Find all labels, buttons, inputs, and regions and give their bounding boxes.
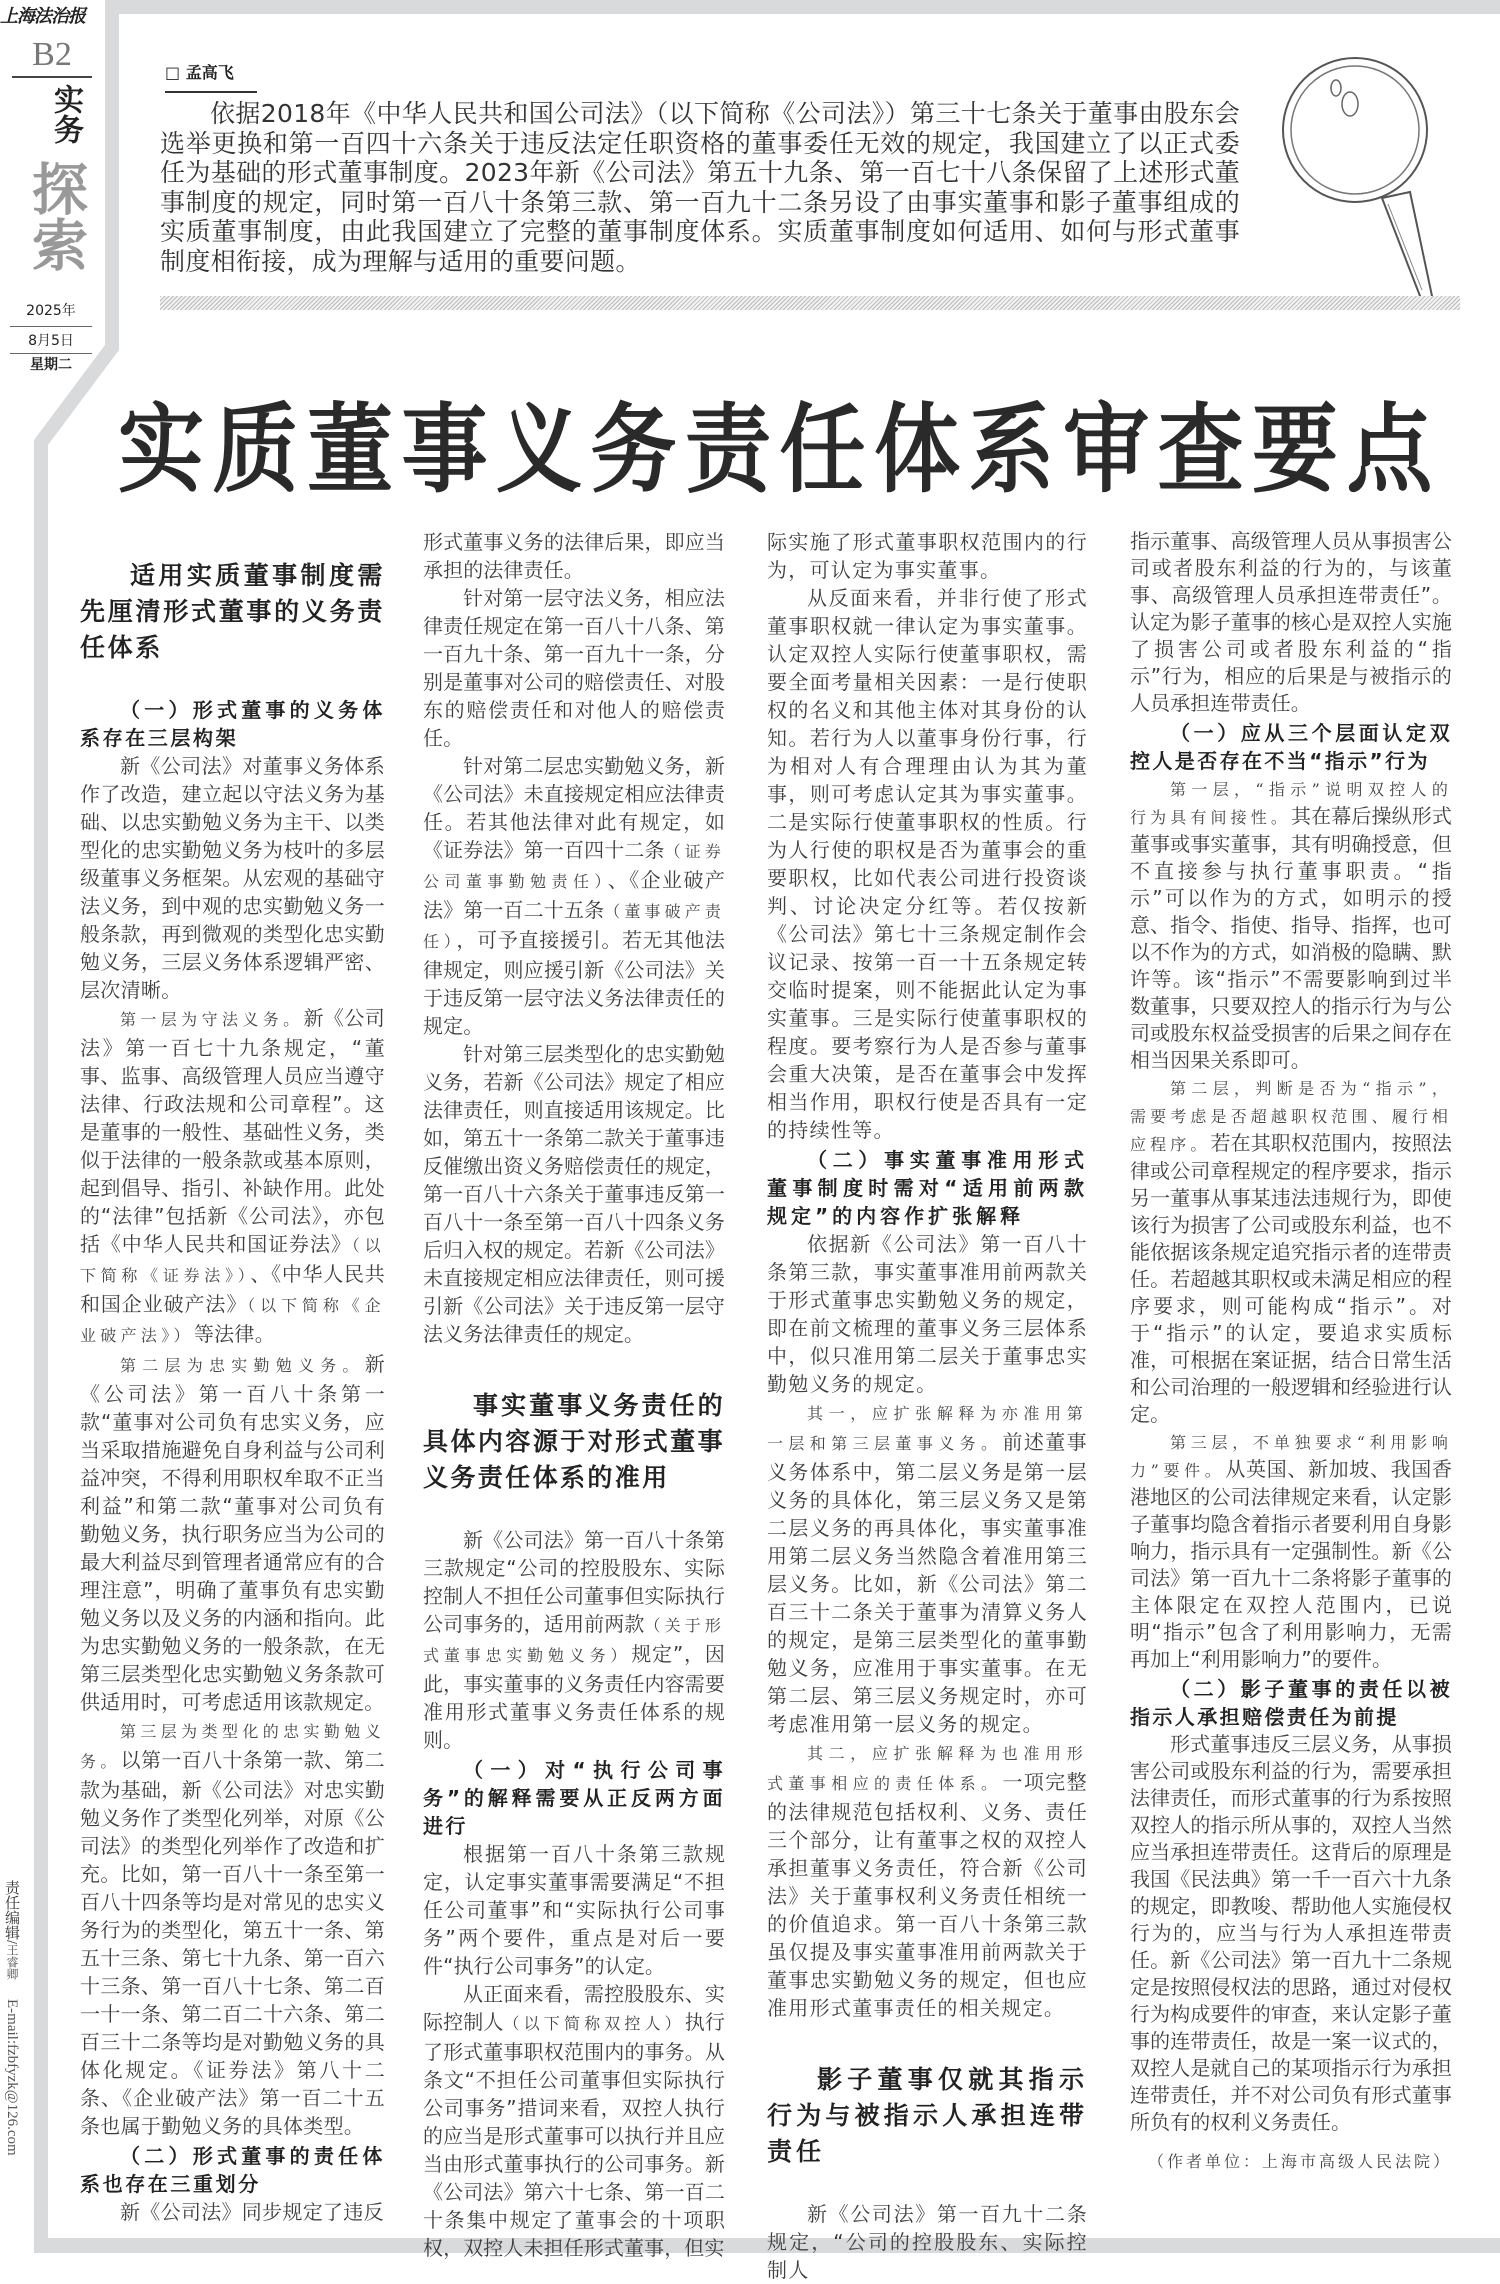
paragraph: [767, 1230, 1088, 1398]
paragraph: [423, 528, 725, 584]
paragraph-emphasis-text: 第三层，不单独要求“利用影响力”要件。: [1130, 1433, 1452, 1480]
author-affiliation: （作者单位：上海市高级人民法院）: [1147, 2152, 1452, 2171]
paragraph-text: 、《企业破产法》第一百二十五条: [423, 868, 725, 922]
paragraph-text: 根据第一百八十条第三款规定，认定事实董事需要满足“不担任公司董事”和“实际执行公司事务”两个要件，重点是对后一要件“执行公司事务”的认定。: [423, 1842, 725, 1978]
paragraph-emphasis-text: （以下简称《证券法》）: [80, 1236, 385, 1285]
issue-year: 2025年: [26, 303, 76, 319]
paragraph-emphasis-text: （以下简称双控人）: [503, 2014, 685, 2033]
byline-box-icon: □: [165, 63, 181, 82]
paragraph-text: 、《中华人民共和国企业破产法》: [80, 1262, 385, 1316]
paragraph-text: 指示董事、高级管理人员从事损害公司或者股东利益的行为的，与该董事、高级管理人员承担连带责任”。认定为影子董事的核心是双控人实施了损害公司或者股东利益的“指示”行为，相应的后果是与被指示的人员承担连带责任。: [1130, 529, 1452, 715]
column-body: [1130, 528, 1452, 2136]
paragraph-emphasis-text: （证券公司董事勤勉责任）: [423, 842, 725, 891]
magnifier-illustration-icon: [1270, 48, 1460, 308]
paragraph: [1130, 528, 1452, 717]
byline: [165, 60, 257, 93]
paragraph: [767, 1398, 1088, 1738]
paragraph-text: 从英国、新加坡、我国香港地区的公司法律规定来看，认定影子董事均隐含着指示者要利用自身影响力，指示具有一定强制性。新《公司法》第一百九十二条将影子董事的主体限定在双控人范围内，已说明“指示”包含了利用影响力，无需再加上“利用影响力”的要件。: [1130, 1457, 1452, 1671]
article-headline: 实质董事义务责任体系审查要点: [118, 393, 1441, 507]
paragraph-text: 新《公司法》第一百九十二条规定，“公司的控股股东、实际控制人: [767, 2202, 1088, 2282]
paragraph: [80, 752, 385, 1004]
paragraph: [80, 2198, 385, 2226]
decorative-hatch-divider: [160, 296, 1460, 310]
paragraph-text: 等法律。: [193, 1322, 276, 1346]
paragraph-text: 形式董事违反三层义务，从事损害公司或股东利益的行为，需要承担法律责任，而形式董事的行为系按照双控人的指示所从事的，双控人当然应当承担连带责任。这背后的原理是我国《民法典》第一千一百六十九条的规定，即教唆、帮助他人实施侵权行为的，应当与行为人承担连带责任。新《公司法》第一百九十二条规定是按照侵权法的思路，通过对侵权行为构成要件的审查，来认定影子董事的连带责任，故是一案一议式的，双控人是就自己的某项指示行为承担连带责任，并不对公司负有形式董事所负有的权利义务责任。: [1130, 1732, 1452, 2134]
page-number: B2: [12, 36, 92, 78]
paragraph: [423, 584, 725, 752]
lede-paragraph: 依据2018年《中华人民共和国公司法》（以下简称《公司法》）第三十七条关于董事由股东会选举更换和第一百四十六条关于违反法定任职资格的董事委任无效的规定，我国建立了以正式委任为基础的形式董事制度。2023年新《公司法》第五十九条、第一百七十八条保留了上述形式董事制度的规定，同时第一百八十条第三款、第一百九十二条另设了由事实董事和影子董事组成的实质董事制度，由此我国建立了完整的董事制度体系。实质董事制度如何适用、如何与形式董事制度相衔接，成为理解与适用的重要问题。: [160, 99, 1240, 276]
paragraph-text: 针对第一层守法义务，相应法律责任规定在第一百八十八条、第一百九十条、第一百九十一条，分别是董事对公司的赔偿责任、对股东的赔偿责任和对他人的赔偿责任。: [423, 586, 725, 750]
paragraph-emphasis-text: 第二层，判断是否为“指示”，需要考虑是否超越职权范围、履行相应程序。: [1130, 1079, 1452, 1154]
subsection-heading: （二）影子董事的责任以被指示人承担赔偿责任为前提: [1130, 1677, 1452, 1729]
paragraph-text: 规定”，因此，事实董事的义务责任内容需要准用形式董事义务责任体系的规则。: [423, 1642, 725, 1752]
paragraph: [1130, 775, 1452, 1074]
paragraph: [1130, 1731, 1452, 2136]
section-heading: 事实董事义务责任的具体内容源于对形式董事义务责任体系的准用: [423, 1391, 725, 1492]
paragraph: [767, 584, 1088, 1144]
paragraph-text: 针对第三层类型化的忠实勤勉义务，若新《公司法》规定了相应法律责任，则直接适用该规定。比如，第五十一条第二款关于董事违反催缴出资义务赔偿责任的规定，第一百八十六条关于董事违反第一百八十一条至第一百八十四条义务后归入权的规定。若新《公司法》未直接规定相应法律责任，则可援引新《公司法》关于违反第一层守法义务法律责任的规定。: [423, 1042, 725, 1346]
paragraph-emphasis-text: 其二，应扩张解释为也准用形式董事相应的责任体系。: [767, 1744, 1088, 1793]
editor-name: /王睿卿: [5, 1940, 19, 1981]
newspaper-masthead: 上海法治报: [0, 6, 85, 27]
paragraph: [767, 1738, 1088, 2022]
paragraph: [80, 1716, 385, 2140]
paragraph: [80, 1004, 385, 1350]
paragraph-emphasis-text: 第三层为类型化的忠实勤勉义务。: [80, 1722, 385, 1771]
issue-date: 8月5日: [10, 326, 92, 354]
subsection-heading: （一）形式董事的义务体系存在三层构架: [80, 698, 385, 750]
paragraph: [767, 528, 1088, 584]
paragraph-text: 形式董事义务的法律后果，即应当承担的法律责任。: [423, 530, 725, 582]
article-column-4: [1130, 528, 1452, 2174]
paragraph-emphasis-text: 第二层为忠实勤勉义务。: [120, 1356, 365, 1375]
paragraph: [1130, 1074, 1452, 1428]
author-name: 孟高飞: [185, 63, 234, 82]
section-name-primary: 实务: [48, 84, 83, 144]
paragraph: [423, 752, 725, 1040]
paragraph: [767, 2200, 1088, 2284]
subsection-heading: （一）对“执行公司事务”的解释需要从正反两方面进行: [423, 1758, 725, 1838]
paragraph: [423, 1526, 725, 1754]
paragraph-text: 新《公司法》对董事义务体系作了改造，建立起以守法义务为基础、以忠实勤勉义务为主干、以类型化的忠实勤勉义务为枝叶的多层级董事义务框架。从宏观的基础守法义务，到中观的忠实勤勉义务一般条款，再到微观的类型化忠实勤勉义务，三层义务体系逻辑严密、层次清晰。: [80, 754, 385, 1002]
paragraph: [1130, 1428, 1452, 1673]
issue-weekday: 星期二: [30, 357, 72, 373]
column-body: [767, 528, 1088, 2284]
paragraph-text: 际实施了形式董事职权范围内的行为，可认定为事实董事。: [767, 530, 1088, 582]
paragraph: [423, 1840, 725, 1980]
paragraph-text: 执行了形式董事职权范围内的事务。从条文“不担任公司董事但实际执行公司事务”措词来看，双控人执行的应当是形式董事可以执行并且应当由形式董事执行的公司事务。新《公司法》第六十七条、第一百二十条集中规定了董事会的十项职权，双控人未担任形式董事，但实: [423, 2010, 726, 2260]
paragraph-text: 其在幕后操纵形式董事或事实董事，其有明确授意，但不直接参与执行董事职责。“指示”可以作为的方式，如明示的授意、指令、指使、指导、指挥，也可以不作为的方式，如消极的隐瞒、默许等。该“指示”不需要影响到过半数董事，只要双控人的指示行为与公司或股东权益受损害的后果之间存在相当因果关系即可。: [1130, 804, 1452, 1072]
paragraph-text: 前述董事义务体系中，第二层义务是第一层义务的具体化，第三层义务又是第二层义务的再具体化，事实董事准用第二层义务当然隐含着准用第三层义务。比如，新《公司法》第二百三十二条关于董事为清算义务人的规定，是第三层类型化的董事勤勉义务，应准用于事实董事。在无第二层、第三层义务规定时，亦可考虑准用第一层义务的规定。: [767, 1430, 1088, 1736]
paragraph-emphasis-text: 第一层为守法义务。: [120, 1010, 304, 1029]
subsection-heading: （一）应从三个层面认定双控人是否存在不当“指示”行为: [1130, 721, 1452, 773]
paragraph-text: 新《公司法》第一百八十条第三款规定“公司的控股股东、实际控制人不担任公司董事但实际执行公司事务的，适用前两款: [423, 1528, 725, 1636]
column-body: [423, 528, 725, 2262]
paragraph-text: 从反面来看，并非行使了形式董事职权就一律认定为事实董事。认定双控人实际行使董事职权，需要全面考量相关因素：一是行使职权的名义和其他主体对其身份的认知。若行为人以董事身份行事，行为相对人有合理理由认为其为董事，则可考虑认定其为事实董事。二是实际行使董事职权的性质。行为人行使的职权是否为董事会的重要职权，比如代表公司进行投资谈判、讨论决定分红等。若仅按新《公司法》第七十三条规定制作会议记录、按第一百一十五条规定转交临时提案，则不能据此认定为事实董事。三是实际行使董事职权的程度。要考察行为人是否参与董事会重大决策，是否在董事会中发挥相当作用，职权行使是否具有一定的持续性等。: [767, 586, 1088, 1142]
paragraph: [423, 1980, 725, 2262]
paragraph-text: ，可予直接援引。若无其他法律规定，则应援引新《公司法》关于违反第一层守法义务法律责任的规定。: [423, 928, 725, 1038]
section-heading: 适用实质董事制度需先厘清形式董事的义务责任体系: [80, 561, 385, 662]
paragraph-text: 以第一百八十条第一款、第二款为基础，新《公司法》对忠实勤勉义务作了类型化列举，对原《公司法》的类型化列举作了改造和扩充。比如，第一百八十一条至第一百八十四条等均是对常见的忠实义务行为的类型化，第五十一条、第五十三条、第七十九条、第一百六十三条、第一百八十七条、第二百一十一条、第二百二十六条、第二百三十二条等均是对勤勉义务的具体化规定。《证券法》第八十二条、《企业破产法》第一百二十五条也属于勤勉义务的具体类型。: [80, 1748, 385, 2138]
paragraph-emphasis-text: 第一层，“指示”说明双控人的行为具有间接性。: [1130, 780, 1452, 827]
subsection-heading: （二）形式董事的责任体系也存在三重划分: [80, 2144, 385, 2196]
paragraph-emphasis-text: 其一，应扩张解释为亦准用第一层和第三层董事义务。: [767, 1404, 1088, 1453]
paragraph-text: 针对第二层忠实勤勉义务，新《公司法》未直接规定相应法律责任。若其他法律对此有规定，如《证券法》第一百四十二条: [423, 754, 725, 862]
subsection-heading: （二）事实董事准用形式董事制度时需对“适用前两款规定”的内容作扩张解释: [767, 1148, 1088, 1228]
article-column-2: [423, 528, 725, 2262]
paragraph-text: 新《公司法》第一百八十条第一款“董事对公司负有忠实义务，应当采取措施避免自身利益与公司利益冲突，不得利用职权牟取不正当利益”和第二款“董事对公司负有勤勉义务，执行职务应当为公司的最大利益尽到管理者通常应有的合理注意”，明确了董事负有忠实勤勉义务以及义务的内涵和指向。此为忠实勤勉义务的一般条款，在无第三层类型化忠实勤勉义务条款可供适用时，可考虑适用该款规定。: [80, 1352, 385, 1714]
paragraph-emphasis-text: （董事破产责任）: [423, 902, 725, 951]
paragraph: [80, 1350, 385, 1716]
section-heading: 影子董事仅就其指示行为与被指示人承担连带责任: [767, 2065, 1088, 2166]
article-column-3: [767, 528, 1088, 2284]
paragraph-text: 从正面来看，需控股股东、实际控制人: [423, 1982, 725, 2034]
editor-email: E-mail:fzbfyzk@126.com: [4, 1998, 20, 2156]
paragraph-emphasis-text: （以下简称《企业破产法》）: [80, 1296, 385, 1345]
editor-credit: [2, 1880, 23, 2240]
paragraph-text: 新《公司法》第一百七十九条规定，“董事、监事、高级管理人员应当遵守法律、行政法规和公司章程”。这是董事的一般性、基础性义务，类似于法律的一般条款或基本原则，起到倡导、指引、补缺作用。此处的“法律”包括新《公司法》，亦包括《中华人民共和国证券法》: [80, 1006, 386, 1256]
paragraph-text: 新《公司法》同步规定了违反: [120, 2200, 384, 2224]
section-name-secondary: 探索: [23, 160, 89, 272]
editor-label: 责任编辑: [3, 1880, 21, 1940]
paragraph-text: 若在其职权范围内，按照法律或公司章程规定的程序要求，指示另一董事从事某违法违规行为，即使该行为损害了公司或股东利益，也不能依据该条规定追究指示者的连带责任。若超越其职权或未满足相应的程序要求，则可能构成“指示”。对于“指示”的认定，要追求实质标准，可根据在案证据，结合日常生活和公司治理的一般逻辑和经验进行认定。: [1130, 1131, 1453, 1426]
paragraph-text: 依据新《公司法》第一百八十条第三款，事实董事准用前两款关于形式董事忠实勤勉义务的规定，即在前文梳理的董事义务三层体系中，似只准用第二层关于董事忠实勤勉义务的规定。: [767, 1232, 1088, 1396]
paragraph-text: 一项完整的法律规范包括权利、义务、责任三个部分，让有董事之权的双控人承担董事义务责任，符合新《公司法》关于董事权利义务责任相统一的价值追求。第一百八十条第三款虽仅提及事实董事准用前两款关于董事忠实勤勉义务的规定，但也应准用形式董事责任的相关规定。: [767, 1770, 1088, 2020]
paragraph-emphasis-text: （关于形式董事忠实勤勉义务）: [423, 1616, 725, 1665]
article-column-1: [80, 528, 385, 2226]
paragraph: [423, 1040, 725, 1348]
column-body: [80, 558, 385, 2226]
